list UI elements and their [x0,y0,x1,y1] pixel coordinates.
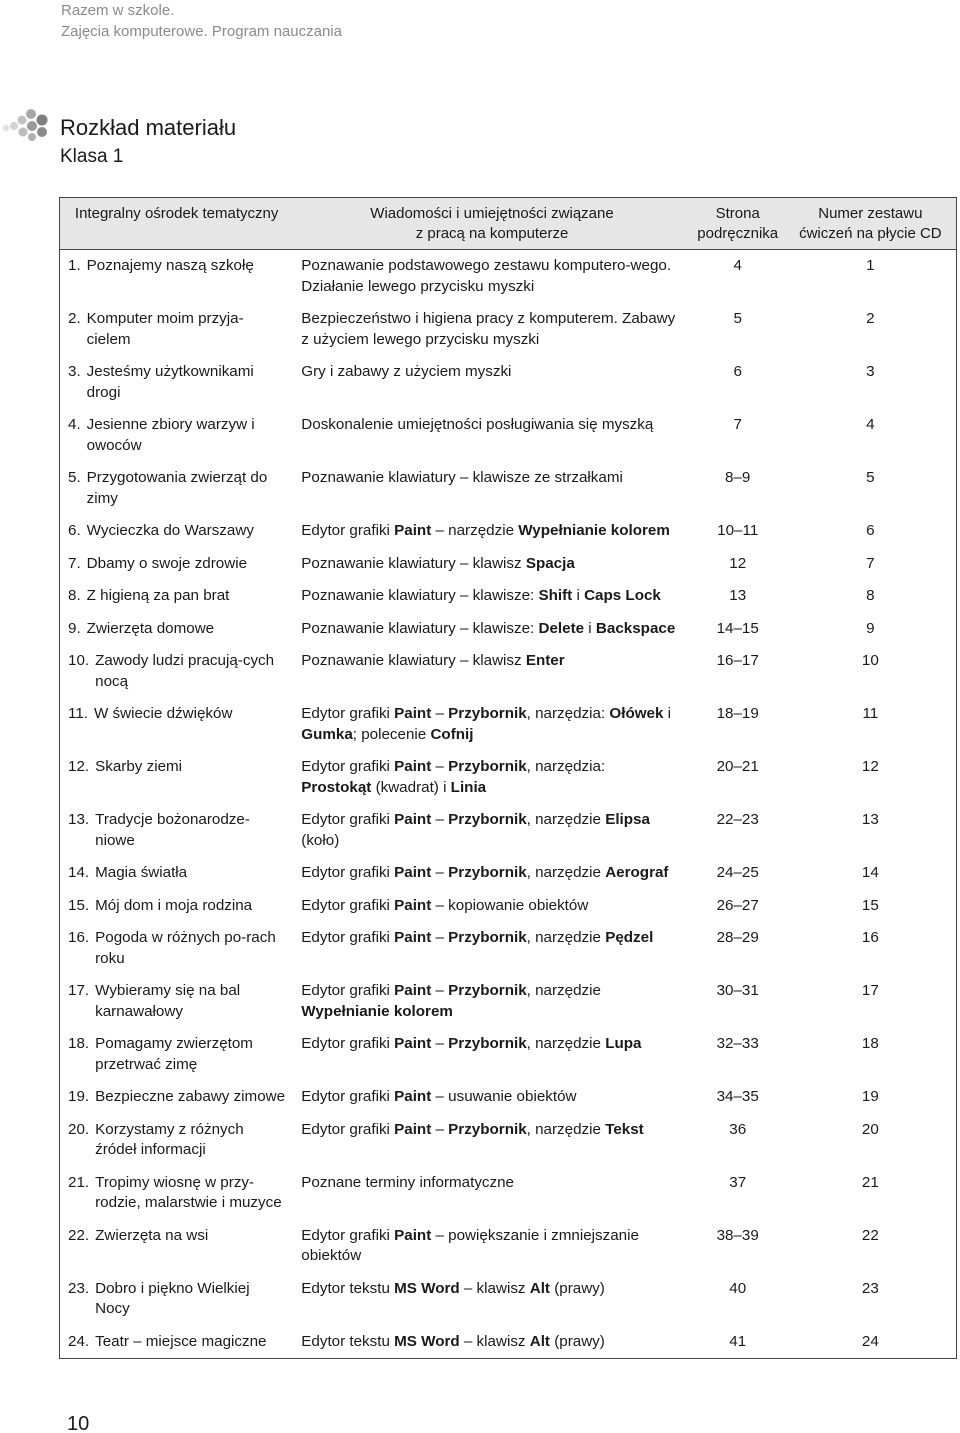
cd-exercise-cell: 14 [861,864,879,881]
topic-cell [60,356,294,409]
description-text: Doskonalenie umiejętności posługiwania się myszką [301,416,654,433]
header-page: Strona podręcznika [691,198,785,250]
table-row [60,548,957,581]
topic-text: Z higieną za pan brat [86,587,230,604]
topic-cell [60,462,294,515]
description-cell [293,1273,690,1326]
description-text: , narzędzie [526,982,601,999]
textbook-page-cell: 5 [733,310,742,327]
description-bold-term: Paint [394,929,432,946]
table-row [60,303,957,356]
topic-text: Dobro i piękno Wielkiej Nocy [95,1279,250,1317]
textbook-page-cell: 37 [729,1173,747,1191]
description-cell [293,1114,690,1167]
textbook-page-cell: 30–31 [716,982,759,999]
title-block [60,114,236,170]
cd-exercise-cell: 20 [861,1120,879,1138]
cd-exercise-cell: 19 [861,1088,879,1105]
description-cell [293,857,690,890]
cd-exercise-cell: 23 [861,1279,879,1297]
description-bold-term: Lupa [605,1035,642,1052]
textbook-page-cell: 13 [729,587,747,604]
topic-number: 15. [68,896,90,914]
topic-number: 19. [68,1088,90,1105]
topic-cell [60,698,294,751]
description-text: – narzędzie [431,522,519,539]
topic-cell [60,1167,294,1220]
textbook-page-cell: 18–19 [716,705,759,722]
description-bold-term: Wypełnianie kolorem [301,1002,453,1020]
description-bold-term: Gumka [301,725,353,743]
textbook-page-cell: 41 [729,1332,747,1350]
description-bold-term: Spacja [525,554,575,572]
cd-exercise-cell: 3 [866,363,875,380]
topic-text: Pomagamy zwierzętom przetrwać zimę [95,1035,253,1073]
description-text: – powiększanie i zmniejszanie obiektów [301,1226,639,1264]
topic-cell [60,303,294,356]
topic-text: Wycieczka do Warszawy [86,522,254,539]
table-row [60,1114,957,1167]
topic-number: 7. [68,554,81,572]
textbook-page-cell: 7 [733,416,742,433]
cd-exercise-cell: 1 [866,257,875,274]
table-row [60,1220,957,1273]
description-text: Poznawanie podstawowego zestawu komputero-wego. Działanie lewego przycisku myszki [301,257,672,295]
topic-text: Zwierzęta na wsi [95,1226,209,1244]
description-text: Poznawanie klawiatury – klawisze: [301,587,539,604]
description-bold-term: Paint [394,896,432,914]
description-text: , narzędzie [526,1120,606,1138]
topic-cell [60,922,294,975]
description-bold-term: Cofnij [430,725,474,743]
description-text: , narzędzie [526,1035,606,1052]
description-bold-term: Przybornik [448,811,527,828]
textbook-page-cell: 12 [729,554,747,572]
description-bold-term: Pędzel [605,929,654,946]
description-text: Edytor grafiki [301,896,395,914]
description-bold-term: Paint [394,522,432,539]
description-text: – [431,864,449,881]
textbook-page-cell: 10–11 [717,522,759,539]
description-text: (koło) [301,831,340,849]
description-bold-term: Paint [394,1088,432,1105]
description-text: (prawy) [549,1332,605,1350]
topic-number: 22. [68,1226,90,1244]
description-bold-term: Paint [394,1120,432,1138]
description-bold-term: Paint [394,705,432,722]
textbook-page-cell: 38–39 [716,1226,759,1244]
table-row [60,922,957,975]
cd-exercise-cell: 7 [866,554,875,572]
table-row [60,515,957,548]
description-cell [293,515,690,548]
description-bold-term: Enter [525,652,565,669]
description-text: – kopiowanie obiektów [431,896,589,914]
description-cell [293,462,690,515]
topic-text: Wybieramy się na bal karnawałowy [95,982,241,1020]
table-row [60,804,957,857]
running-header [61,0,342,42]
header-cd: Numer zestawu ćwiczeń na płycie CD [785,198,957,250]
topic-cell [60,250,294,304]
description-text: , narzędzie [526,864,606,881]
description-bold-term: Paint [394,758,432,775]
cd-exercise-cell: 4 [866,416,875,433]
topic-text: Bezpieczne zabawy zimowe [95,1088,286,1105]
description-text: Edytor grafiki [301,522,395,539]
textbook-page-cell: 6 [733,363,742,380]
description-bold-term: Caps Lock [584,587,661,604]
cd-exercise-cell: 21 [861,1173,879,1191]
description-cell [293,580,690,613]
topic-cell [60,515,294,548]
description-text: – klawisz [459,1279,530,1297]
description-text: Poznawanie klawiatury – klawisz [301,652,526,669]
topic-number: 11. [68,705,88,722]
textbook-page-cell: 34–35 [716,1088,759,1105]
description-text: Edytor grafiki [301,811,395,828]
description-cell [293,804,690,857]
cd-exercise-cell: 15 [861,896,879,914]
textbook-page-cell: 14–15 [716,619,759,637]
cd-exercise-cell: 9 [866,619,875,637]
description-cell [293,922,690,975]
cd-exercise-cell: 18 [861,1035,879,1052]
description-text: – usuwanie obiektów [431,1088,577,1105]
description-text: , narzędzie [526,811,606,828]
description-text: Edytor grafiki [301,982,395,999]
description-cell [293,645,690,698]
description-bold-term: Paint [394,811,432,828]
textbook-page-cell: 4 [733,257,742,274]
topic-number: 6. [68,522,81,539]
description-bold-term: Alt [529,1279,550,1297]
table-row [60,890,957,923]
description-text: , narzędzia: [526,705,610,722]
topic-number: 21. [68,1173,90,1191]
topic-text: Przygotowania zwierząt do zimy [86,469,268,507]
topic-number: 14. [68,864,90,881]
description-text: (prawy) [549,1279,605,1297]
table-row [60,613,957,646]
description-bold-term: Linia [450,778,487,796]
topic-text: Korzystamy z różnych źródeł informacji [95,1120,244,1158]
schedule-table [59,197,957,1359]
description-text: , narzędzia: [526,758,606,775]
topic-cell [60,975,294,1028]
topic-number: 23. [68,1279,90,1297]
topic-text: Jesienne zbiory warzyw i owoców [86,416,255,454]
description-cell [293,409,690,462]
cd-exercise-cell: 11 [862,705,879,722]
topic-cell [60,580,294,613]
description-text: Edytor grafiki [301,864,395,881]
topic-text: Teatr – miejsce magiczne [95,1332,267,1350]
description-text: Edytor grafiki [301,1120,395,1138]
description-text: – [431,929,449,946]
description-text: Edytor tekstu [301,1332,395,1350]
topic-cell [60,1028,294,1081]
description-bold-term: Aerograf [605,864,669,881]
description-bold-term: Delete [538,619,585,637]
cd-exercise-cell: 6 [866,522,875,539]
table-row [60,1326,957,1359]
table-row [60,1081,957,1114]
description-text: Gry i zabawy z użyciem myszki [301,363,512,380]
cd-exercise-cell: 5 [866,469,875,486]
description-text: i [663,705,672,722]
textbook-page-cell: 26–27 [716,896,759,914]
description-bold-term: Wypełnianie kolorem [518,522,670,539]
topic-number: 24. [68,1332,90,1350]
description-text: Bezpieczeństwo i higiena pracy z komputerem. Zabawy z użyciem lewego przycisku myszki [301,310,676,348]
description-bold-term: Przybornik [448,1120,527,1138]
description-bold-term: Alt [529,1332,550,1350]
topic-text: Pogoda w różnych po-rach roku [95,929,276,967]
description-bold-term: Paint [394,1035,432,1052]
topic-text: Magia światła [95,864,188,881]
description-cell [293,613,690,646]
table-row [60,462,957,515]
description-text: Poznawanie klawiatury – klawisze: [301,619,539,637]
description-bold-term: Przybornik [448,758,527,775]
textbook-page-cell: 32–33 [716,1035,759,1052]
topic-number: 13. [68,811,90,828]
description-bold-term: Ołówek [609,705,664,722]
topic-number: 10. [68,652,90,669]
description-cell [293,548,690,581]
table-row [60,1167,957,1220]
table-row [60,250,957,304]
topic-number: 16. [68,929,90,946]
topic-text: Tropimy wiosnę w przy-rodzie, malarstwie i muzyce [95,1173,282,1211]
running-header-line1: Razem w szkole. [61,2,175,19]
header-topic: Integralny ośrodek tematyczny [60,198,294,250]
topic-number: 8. [68,587,81,604]
description-bold-term: Shift [538,587,573,604]
description-bold-term: Przybornik [448,982,527,999]
description-cell [293,975,690,1028]
topic-number: 9. [68,619,81,637]
header-desc: Wiadomości i umiejętności związane z pracą na komputerze [293,198,690,250]
topic-number: 5. [68,469,81,486]
description-cell [293,1081,690,1114]
description-text: – [431,705,449,722]
running-header-line2: Zajęcia komputerowe. Program nauczania [61,23,342,40]
topic-cell [60,409,294,462]
description-cell [293,1028,690,1081]
topic-cell [60,1081,294,1114]
description-text: Edytor grafiki [301,1088,395,1105]
table-row [60,356,957,409]
topic-cell [60,548,294,581]
textbook-page-cell: 36 [729,1120,747,1138]
table-row [60,409,957,462]
page-title: Rozkład materiału [60,115,237,140]
table-header-row [60,198,957,250]
description-text: – [431,982,449,999]
topic-text: Mój dom i moja rodzina [95,896,253,914]
topic-cell [60,1273,294,1326]
description-bold-term: Prostokąt [301,778,372,796]
description-bold-term: Paint [394,1226,432,1244]
topic-number: 20. [68,1120,90,1138]
description-text: Edytor tekstu [301,1279,395,1297]
description-cell [293,890,690,923]
description-bold-term: Elipsa [605,811,650,828]
topic-cell [60,1220,294,1273]
table-row [60,857,957,890]
page-number: 10 [67,1413,90,1433]
description-text: Edytor grafiki [301,758,395,775]
table-row [60,975,957,1028]
topic-text: Poznajemy naszą szkołę [86,257,254,274]
description-text: (kwadrat) i [371,778,451,796]
description-text: – [431,758,449,775]
topic-number: 1. [68,257,81,274]
cd-exercise-cell: 22 [861,1226,879,1244]
description-text: Edytor grafiki [301,1035,395,1052]
description-bold-term: Paint [394,982,432,999]
cd-exercise-cell: 17 [861,982,879,999]
topic-text: Dbamy o swoje zdrowie [86,554,248,572]
cd-exercise-cell: 8 [866,587,875,604]
topic-number: 2. [68,310,81,327]
cd-exercise-cell: 16 [861,929,879,946]
description-text: – [431,1035,449,1052]
description-text: , narzędzie [526,929,606,946]
topic-text: Skarby ziemi [95,758,183,775]
page-subtitle: Klasa 1 [60,146,124,167]
textbook-page-cell: 8–9 [725,469,751,486]
topic-cell [60,645,294,698]
topic-cell [60,890,294,923]
table-row [60,580,957,613]
description-bold-term: Przybornik [448,1035,527,1052]
description-bold-term: Przybornik [448,705,527,722]
topic-number: 18. [68,1035,90,1052]
description-bold-term: Backspace [595,619,676,637]
cd-exercise-cell: 24 [861,1332,879,1350]
topic-cell [60,1326,294,1359]
decorative-dots-icon [0,106,52,142]
description-text: – klawisz [459,1332,530,1350]
topic-text: Zawody ludzi pracują-cych nocą [95,652,275,690]
textbook-page-cell: 22–23 [716,811,759,828]
topic-text: W świecie dźwięków [94,705,233,722]
table-row [60,698,957,751]
textbook-page-cell: 20–21 [716,758,759,775]
topic-cell [60,1114,294,1167]
description-bold-term: Tekst [605,1120,644,1138]
textbook-page-cell: 28–29 [716,929,759,946]
description-text: ; polecenie [352,725,431,743]
topic-number: 4. [68,416,81,433]
table-row [60,1273,957,1326]
description-bold-term: MS Word [394,1332,460,1350]
topic-cell [60,613,294,646]
topic-text: Komputer moim przyja-cielem [86,310,244,348]
description-text: i [572,587,585,604]
description-text: Edytor grafiki [301,1226,395,1244]
textbook-page-cell: 24–25 [716,864,759,881]
description-text: – [431,1120,449,1138]
description-cell [293,1326,690,1359]
description-bold-term: Paint [394,864,432,881]
topic-text: Tradycje bożonarodze-niowe [95,811,250,849]
cd-exercise-cell: 13 [861,811,879,828]
table-row [60,1028,957,1081]
textbook-page-cell: 40 [729,1279,747,1297]
topic-cell [60,804,294,857]
description-text: Poznawanie klawiatury – klawisz [301,554,526,572]
description-cell [293,698,690,751]
description-text: Edytor grafiki [301,929,395,946]
cd-exercise-cell: 2 [866,310,875,327]
description-text: Edytor grafiki [301,705,395,722]
topic-cell [60,751,294,804]
description-text: Poznawanie klawiatury – klawisze ze strzałkami [301,469,623,486]
description-cell [293,303,690,356]
table-row [60,751,957,804]
description-cell [293,1220,690,1273]
description-text: Poznane terminy informatyczne [301,1173,515,1191]
cd-exercise-cell: 10 [861,652,879,669]
topic-number: 17. [68,982,90,999]
topic-text: Zwierzęta domowe [86,619,215,637]
description-cell [293,356,690,409]
description-bold-term: Przybornik [448,929,527,946]
topic-text: Jesteśmy użytkownikami drogi [86,363,254,401]
topic-number: 3. [68,363,81,380]
description-bold-term: Przybornik [448,864,527,881]
table-row [60,645,957,698]
description-text: i [584,619,596,637]
description-cell [293,751,690,804]
textbook-page-cell: 16–17 [716,652,759,669]
topic-cell [60,857,294,890]
description-cell [293,1167,690,1220]
description-cell [293,250,690,304]
description-bold-term: MS Word [394,1279,460,1297]
cd-exercise-cell: 12 [861,758,879,775]
description-text: – [431,811,449,828]
topic-number: 12. [68,758,90,775]
